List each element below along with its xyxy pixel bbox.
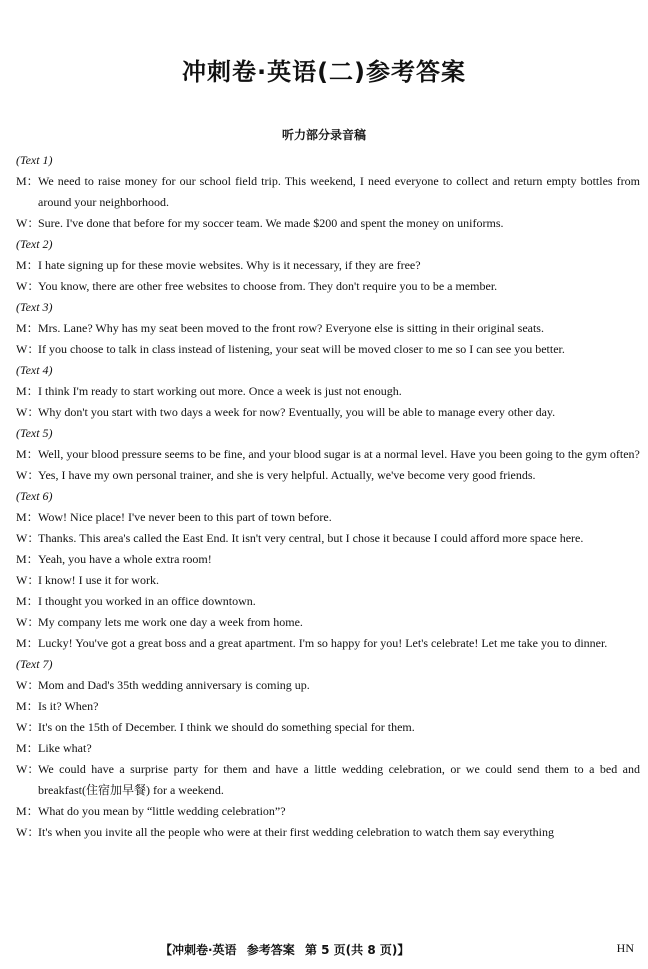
dialogue-line: [16, 738, 640, 759]
speaker-label: W：: [16, 405, 40, 419]
speaker-label: W：: [16, 825, 40, 839]
footer-code: HN: [616, 941, 634, 955]
dialogue-text: It's when you invite all the people who were at their first wedding celebration to watch them say everything: [38, 825, 555, 839]
dialogue-line: [16, 318, 640, 339]
speaker-label: M：: [16, 594, 39, 608]
transcript: [16, 150, 640, 843]
dialogue-text: What do you mean by “little wedding celebration”?: [38, 804, 286, 818]
dialogue-line: [16, 675, 640, 696]
dialogue-line: [16, 507, 640, 528]
dialogue-text: Why don't you start with two days a week for now? Eventually, you will be able to manage every other day.: [38, 405, 556, 419]
dialogue-line: [16, 444, 640, 465]
speaker-label: M：: [16, 804, 39, 818]
dialogue-text: Sure. I've done that before for my soccer team. We made $200 and spent the money on uniforms.: [38, 216, 504, 230]
speaker-label: M：: [16, 174, 39, 188]
dialogue-text: I hate signing up for these movie websites. Why is it necessary, if they are free?: [38, 258, 421, 272]
dialogue-text: Thanks. This area's called the East End. It isn't very central, but I chose it because I could afford more space here.: [38, 531, 584, 545]
dialogue-text: Yeah, you have a whole extra room!: [38, 552, 212, 566]
dialogue-line: [16, 465, 640, 486]
speaker-label: W：: [16, 342, 40, 356]
speaker-label: W：: [16, 678, 40, 692]
speaker-label: M：: [16, 699, 39, 713]
dialogue-line: [16, 402, 640, 423]
speaker-label: W：: [16, 279, 40, 293]
text-label: (Text 1): [16, 153, 53, 167]
speaker-label: M：: [16, 258, 39, 272]
speaker-label: M：: [16, 321, 39, 335]
footer-page-number: 第 5 页(共 8 页)】: [304, 943, 410, 957]
speaker-label: W：: [16, 216, 40, 230]
text-label: (Text 3): [16, 300, 53, 314]
speaker-label: M：: [16, 447, 39, 461]
dialogue-text: Wow! Nice place! I've never been to this part of town before.: [38, 510, 332, 524]
speaker-label: W：: [16, 531, 40, 545]
text-label: (Text 6): [16, 489, 53, 503]
speaker-label: W：: [16, 615, 40, 629]
dialogue-line: [16, 549, 640, 570]
speaker-label: W：: [16, 573, 40, 587]
text-label: (Text 5): [16, 426, 53, 440]
speaker-label: W：: [16, 762, 40, 776]
dialogue-line: [16, 591, 640, 612]
dialogue-line: [16, 801, 640, 822]
dialogue-line: [16, 633, 640, 654]
dialogue-text: Mrs. Lane? Why has my seat been moved to the front row? Everyone else is sitting in their original seats.: [38, 321, 544, 335]
dialogue-line: [16, 717, 640, 738]
dialogue-text: You know, there are other free websites to choose from. They don't require you to be a member.: [38, 279, 498, 293]
page-title: 冲刺卷·英语(二)参考答案: [181, 58, 467, 86]
dialogue-text: It's on the 15th of December. I think we should do something special for them.: [38, 720, 415, 734]
footer-middle: 参考答案: [246, 943, 295, 957]
dialogue-text: I thought you worked in an office downtown.: [38, 594, 256, 608]
dialogue-line: [16, 612, 640, 633]
dialogue-line: [16, 339, 640, 360]
dialogue-text: Is it? When?: [38, 699, 99, 713]
dialogue-line: [16, 759, 640, 801]
text-label: (Text 2): [16, 237, 53, 251]
speaker-label: M：: [16, 510, 39, 524]
dialogue-line: [16, 171, 640, 213]
dialogue-line: [16, 381, 640, 402]
dialogue-line: [16, 255, 640, 276]
dialogue-line: [16, 213, 640, 234]
dialogue-line: [16, 528, 640, 549]
speaker-label: M：: [16, 384, 39, 398]
dialogue-text: I know! I use it for work.: [38, 573, 159, 587]
dialogue-text: Yes, I have my own personal trainer, and she is very helpful. Actually, we've become very good friends.: [38, 468, 536, 482]
dialogue-text: Like what?: [38, 741, 92, 755]
speaker-label: M：: [16, 552, 39, 566]
dialogue-line: [16, 696, 640, 717]
dialogue-text: I think I'm ready to start working out more. Once a week is just not enough.: [38, 384, 402, 398]
page-footer: [160, 941, 415, 958]
dialogue-text: If you choose to talk in class instead of listening, your seat will be moved closer to me so I can see you better.: [38, 342, 565, 356]
dialogue-text: We could have a surprise party for them and have a little wedding celebration, or we could send them to a bed and breakfast(住宿加早餐) for a weekend.: [38, 762, 640, 797]
speaker-label: W：: [16, 720, 40, 734]
dialogue-line: [16, 276, 640, 297]
speaker-label: M：: [16, 636, 39, 650]
speaker-label: W：: [16, 468, 40, 482]
dialogue-text: Well, your blood pressure seems to be fine, and your blood sugar is at a normal level. Have you been going to the gym often?: [38, 447, 640, 461]
dialogue-text: Mom and Dad's 35th wedding anniversary is coming up.: [38, 678, 310, 692]
footer-label: 【冲刺卷·英语: [160, 943, 237, 957]
text-label: (Text 4): [16, 363, 53, 377]
dialogue-text: Lucky! You've got a great boss and a great apartment. I'm so happy for you! Let's celebrate! Let me take you to dinner.: [38, 636, 608, 650]
dialogue-text: My company lets me work one day a week from home.: [38, 615, 303, 629]
text-label: (Text 7): [16, 657, 53, 671]
dialogue-line: [16, 570, 640, 591]
speaker-label: M：: [16, 741, 39, 755]
dialogue-text: We need to raise money for our school field trip. This weekend, I need everyone to collect and return empty bottles from around your neighborhood.: [38, 174, 640, 209]
section-title: 听力部分录音稿: [281, 128, 366, 142]
dialogue-line: [16, 822, 640, 843]
